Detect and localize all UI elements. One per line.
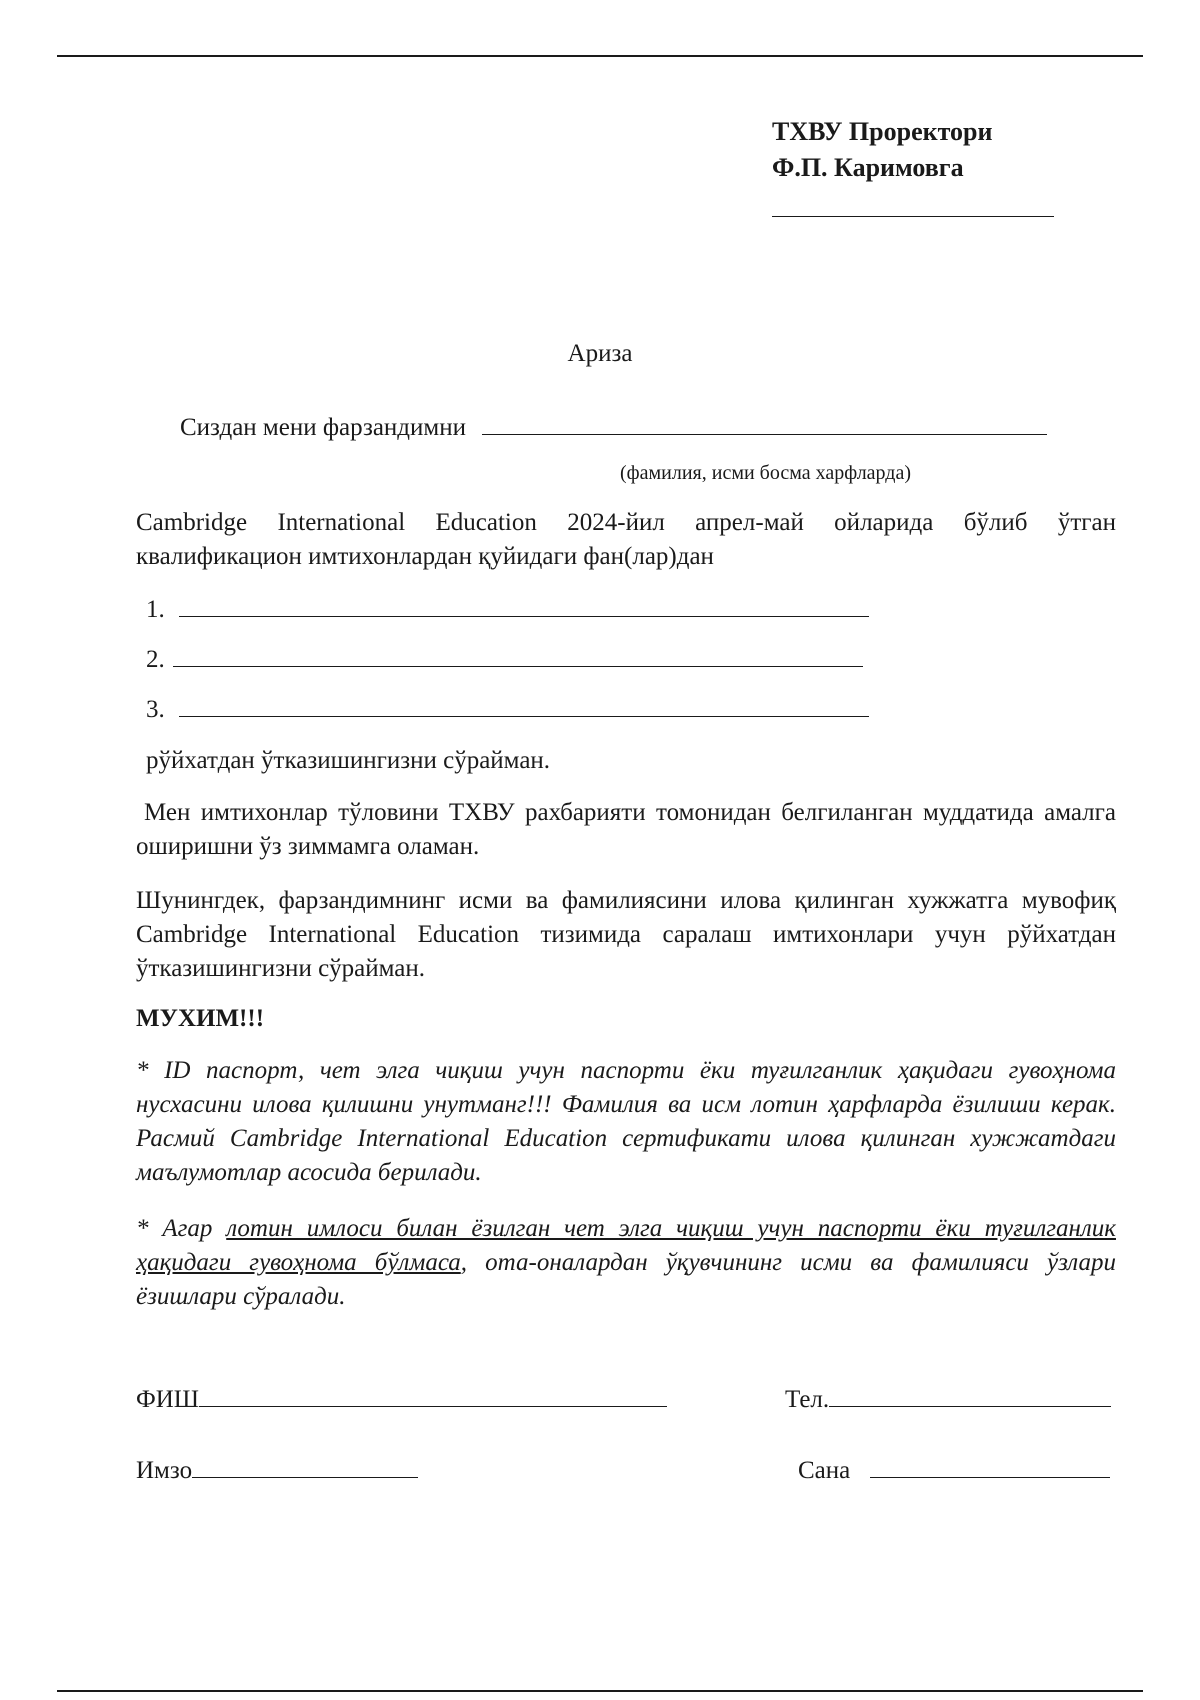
payment-paragraph: Мен имтихонлар тўловини ТХВУ рахбарияти томонидан белгиланган муддатида амалга оширишни ўз зиммамга оламан. bbox=[136, 799, 1116, 860]
addressee-block bbox=[772, 114, 1054, 217]
request-lead: Сиздан мени фарзандимни bbox=[180, 414, 466, 441]
fio-label: ФИШ bbox=[136, 1386, 200, 1413]
subject-number: 2. bbox=[146, 646, 165, 673]
note-latin-underlined: лотин имлоси билан ёзилган чет элга чиқиш учун паспорти ёки туғилганлик ҳақидаги гувоҳнома бўлмаса bbox=[136, 1215, 1116, 1276]
child-name-hint: (фамилия, исми босма харфларда) bbox=[620, 462, 912, 484]
fio-row bbox=[136, 1386, 667, 1414]
top-rule bbox=[57, 55, 1143, 57]
subject-row-3 bbox=[146, 696, 869, 724]
phone-label: Тел. bbox=[785, 1386, 830, 1413]
subject-number: 3. bbox=[146, 696, 165, 723]
bottom-rule bbox=[57, 1690, 1143, 1692]
subject-row-2 bbox=[146, 646, 863, 674]
document-title: Ариза bbox=[567, 340, 633, 367]
signature-row bbox=[136, 1457, 418, 1485]
date-label: Сана bbox=[798, 1457, 851, 1484]
subject-number: 1. bbox=[146, 596, 165, 623]
child-name-field[interactable] bbox=[482, 414, 1047, 435]
addressee-name: Ф.П. Каримовга bbox=[772, 153, 964, 182]
name-paragraph: Шунингдек, фарзандимнинг исми ва фамилиясини илова қилинган хужжатга мувофиқ Cambridge International Education тизимида саралаш имтихонлари учун рўйхатдан ўтказишингизни сўрайман. bbox=[136, 887, 1116, 982]
note-latin-prefix: * Агар bbox=[136, 1215, 227, 1242]
subject-field-3[interactable] bbox=[179, 696, 869, 717]
note-documents: * ID паспорт, чет элга чиқиш учун паспорти ёки туғилганлик ҳақидаги гувоҳнома нусхасини илова қилишни унутманг!!! Фамилия ва исм лотин ҳарфларда ёзилиши керак. Расмий Cambridge International Education сертификати илова қилинган хужжатдаги маълумотлар асосида берилади. bbox=[136, 1057, 1116, 1186]
addressee-signature-line[interactable] bbox=[772, 186, 1054, 217]
fio-field[interactable] bbox=[199, 1386, 667, 1407]
request-line bbox=[180, 414, 1047, 442]
note-latin-suffix: , ота-оналардан ўқувчининг исми ва фамилияси ўзлари ёзишлари сўралади. bbox=[136, 1249, 1116, 1310]
phone-row bbox=[785, 1386, 1111, 1414]
signature-field[interactable] bbox=[192, 1457, 418, 1478]
important-heading: МУХИМ!!! bbox=[136, 1005, 265, 1032]
addressee-title: ТХВУ Проректори bbox=[772, 117, 993, 146]
note-latin-spelling bbox=[136, 1212, 1116, 1314]
intro-paragraph: Cambridge International Education 2024-йил апрел-май ойларида бўлиб ўтган квалификацион имтихонлардан қуйидаги фан(лар)дан bbox=[136, 509, 1116, 570]
date-row bbox=[798, 1457, 1110, 1485]
register-line: рўйхатдан ўтказишингизни сўрайман. bbox=[146, 747, 551, 774]
subject-row-1 bbox=[146, 596, 869, 624]
signature-label: Имзо bbox=[136, 1457, 193, 1484]
subject-field-2[interactable] bbox=[173, 646, 863, 667]
date-field[interactable] bbox=[870, 1457, 1110, 1478]
subject-field-1[interactable] bbox=[179, 596, 869, 617]
phone-field[interactable] bbox=[829, 1386, 1111, 1407]
